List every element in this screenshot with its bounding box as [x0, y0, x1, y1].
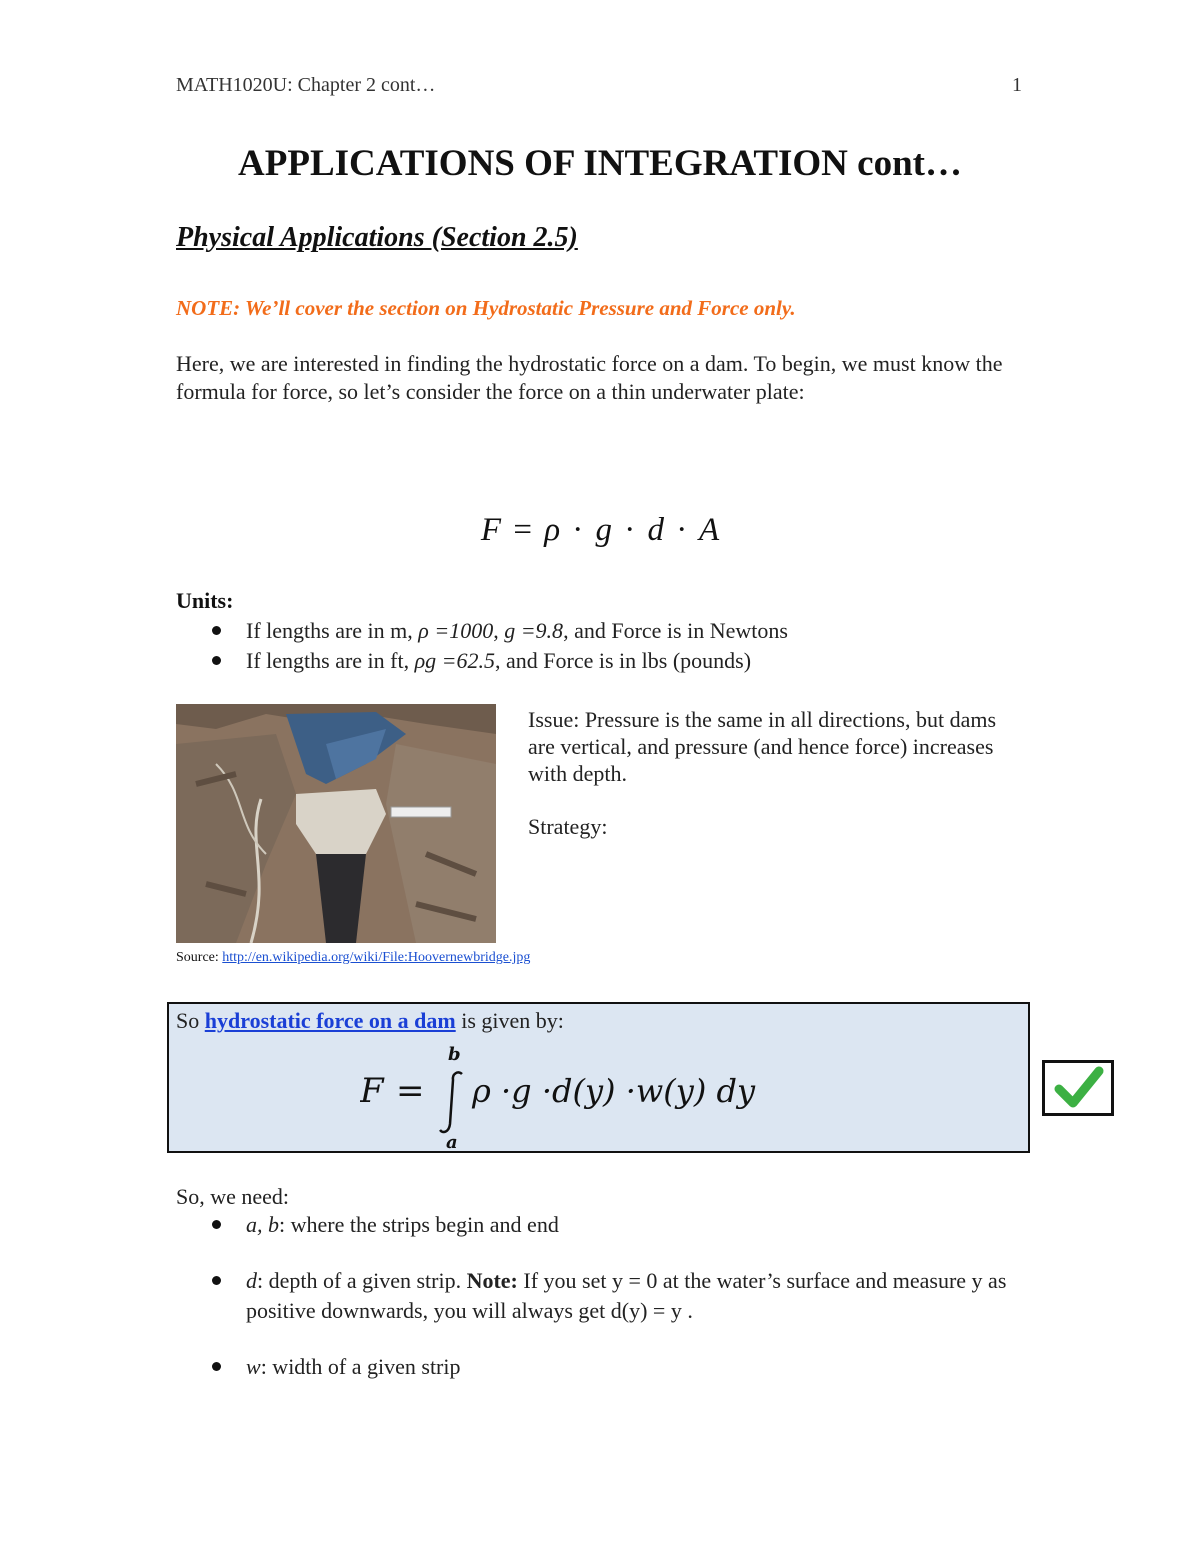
integral-upper-limit: b: [448, 1044, 461, 1065]
integral-equals: =: [396, 1071, 425, 1111]
unit-sep: ,: [493, 618, 499, 643]
section-heading: Physical Applications (Section 2.5): [176, 222, 578, 253]
need-list: [176, 1210, 1016, 1408]
var-name: w: [246, 1354, 261, 1379]
box-prefix: So: [176, 1008, 200, 1033]
integral-formula: [360, 1040, 880, 1152]
bullet-icon: [212, 1362, 221, 1371]
units-list: [176, 616, 788, 676]
formula-g: g: [595, 512, 613, 548]
units-label: Units:: [176, 588, 234, 613]
checkmark-icon: [1045, 1063, 1111, 1113]
unit-prefix: If lengths are in m,: [246, 618, 413, 643]
check-box: [1042, 1060, 1114, 1116]
unit-math: ρ =1000: [418, 618, 494, 643]
list-item: [176, 1210, 1016, 1240]
formula-dot: ·: [572, 512, 584, 548]
source-line: [176, 950, 530, 966]
source-label: Source:: [176, 950, 219, 965]
strategy-label: Strategy:: [528, 814, 608, 839]
var-desc: : width of a given strip: [260, 1354, 461, 1379]
formula-d: d: [647, 512, 665, 548]
formula-lhs: F: [480, 512, 502, 548]
formula-rho: ρ: [544, 512, 561, 548]
box-caption: [176, 1008, 564, 1034]
integral-sign-icon: [440, 1072, 462, 1132]
list-item: [176, 646, 788, 676]
formula-dot: ·: [676, 512, 688, 548]
note-text: NOTE: We’ll cover the section on Hydrostatic Pressure and Force only.: [176, 296, 796, 320]
unit-math: ρg =62.5: [414, 648, 496, 673]
list-item: [176, 616, 788, 646]
dam-photo-illustration: [176, 704, 496, 943]
force-formula: [0, 512, 1200, 549]
integral-lhs: F: [360, 1071, 384, 1111]
page-header: [176, 74, 1022, 97]
source-link[interactable]: http://en.wikipedia.org/wiki/File:Hoovernewbridge.jpg: [222, 950, 531, 965]
list-item: [176, 1352, 1016, 1382]
unit-suffix: , and Force is in Newtons: [563, 618, 788, 643]
var-name: a, b: [246, 1212, 279, 1237]
formula-dot: ·: [624, 512, 636, 548]
hydrostatic-force-link[interactable]: hydrostatic force on a dam: [204, 1008, 456, 1033]
bullet-icon: [212, 626, 221, 635]
list-item: [176, 1266, 1016, 1326]
var-desc: : where the strips begin and end: [279, 1212, 559, 1237]
var-desc: : depth of a given strip.: [257, 1268, 462, 1293]
formula-area: A: [698, 512, 720, 548]
var-name: d: [246, 1268, 257, 1293]
note-label: Note:: [466, 1268, 518, 1293]
bullet-icon: [212, 656, 221, 665]
box-suffix: is given by:: [461, 1008, 564, 1033]
integral-body: ρ ·g ·d(y) ·w(y) dy: [472, 1072, 756, 1110]
course-header: MATH1020U: Chapter 2 cont…: [176, 74, 436, 96]
integral-lower-limit: a: [446, 1132, 458, 1152]
issue-text: Issue: Pressure is the same in all directions, but dams are vertical, and pressure (and hence force) increases with depth.: [528, 707, 997, 786]
unit-prefix: If lengths are in ft,: [246, 648, 410, 673]
page-title: APPLICATIONS OF INTEGRATION cont…: [238, 143, 962, 184]
bullet-icon: [212, 1220, 221, 1229]
page-number: 1: [1012, 74, 1022, 96]
note-body: If you set y = 0 at the water’s surface and measure y as positive downwards, you will always get d(y) = y .: [246, 1268, 1007, 1323]
need-label: So, we need:: [176, 1184, 290, 1209]
bullet-icon: [212, 1276, 221, 1285]
unit-math: g =9.8: [504, 618, 564, 643]
intro-paragraph: Here, we are interested in finding the hydrostatic force on a dam. To begin, we must know the formula for force, so let’s consider the force on a thin underwater plate:: [176, 351, 1003, 404]
unit-suffix: , and Force is in lbs (pounds): [495, 648, 752, 673]
formula-equals: =: [513, 512, 532, 548]
dam-photo: [176, 704, 496, 943]
